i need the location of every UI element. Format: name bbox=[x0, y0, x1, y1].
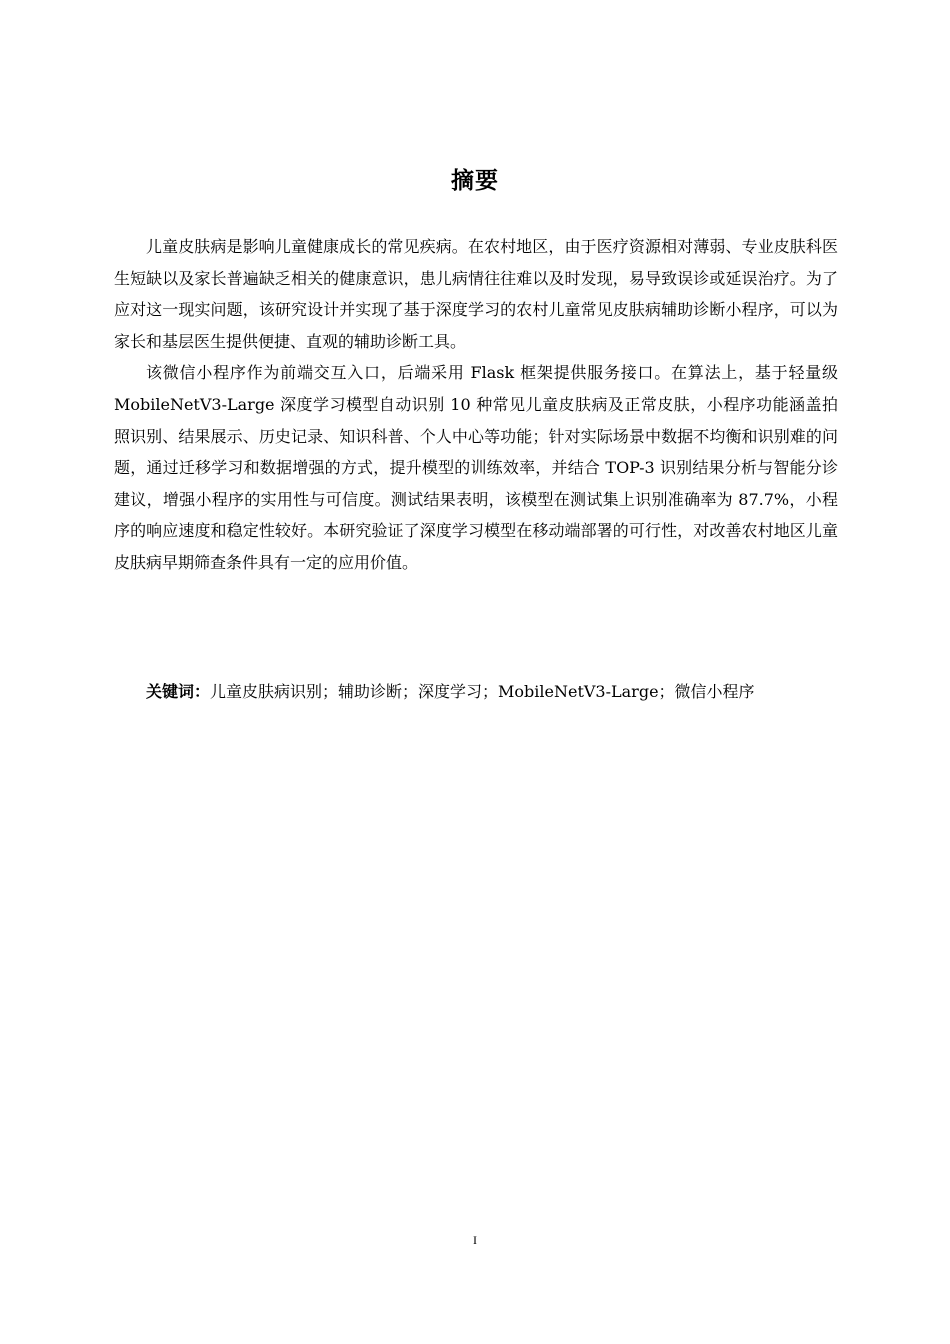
keywords-line bbox=[114, 676, 838, 708]
keywords-text: 儿童皮肤病识别；辅助诊断；深度学习；MobileNetV3-Large；微信小程序 bbox=[210, 682, 755, 701]
abstract-paragraph-1: 儿童皮肤病是影响儿童健康成长的常见疾病。在农村地区，由于医疗资源相对薄弱、专业皮肤科医生短缺以及家长普遍缺乏相关的健康意识，患儿病情往往难以及时发现，易导致误诊或延误治疗。为了应对这一现实问题，该研究设计并实现了基于深度学习的农村儿童常见皮肤病辅助诊断小程序，可以为家长和基层医生提供便捷、直观的辅助诊断工具。 bbox=[114, 237, 838, 351]
abstract-title: 摘要 bbox=[451, 168, 499, 194]
page-number: I bbox=[473, 1233, 477, 1247]
abstract-paragraph-2: 该微信小程序作为前端交互入口，后端采用 Flask 框架提供服务接口。在算法上，基于轻量级 MobileNetV3-Large 深度学习模型自动识别 10 种常见儿童皮肤病及正常皮肤，小程序功能涵盖拍照识别、结果展示、历史记录、知识科普、个人中心等功能；针对实际场景中数据不均衡和识别难的问题，通过迁移学习和数据增强的方式，提升模型的训练效率，并结合 TOP-3 识别结果分析与智能分诊建议，增强小程序的实用性与可信度。测试结果表明，该模型在测试集上识别准确率为 87.7%，小程序的响应速度和稳定性较好。本研究验证了深度学习模型在移动端部署的可行性，对改善农村地区儿童皮肤病早期筛查条件具有一定的应用价值。 bbox=[114, 363, 838, 572]
keywords-label: 关键词： bbox=[146, 682, 211, 701]
abstract-body bbox=[114, 231, 838, 579]
